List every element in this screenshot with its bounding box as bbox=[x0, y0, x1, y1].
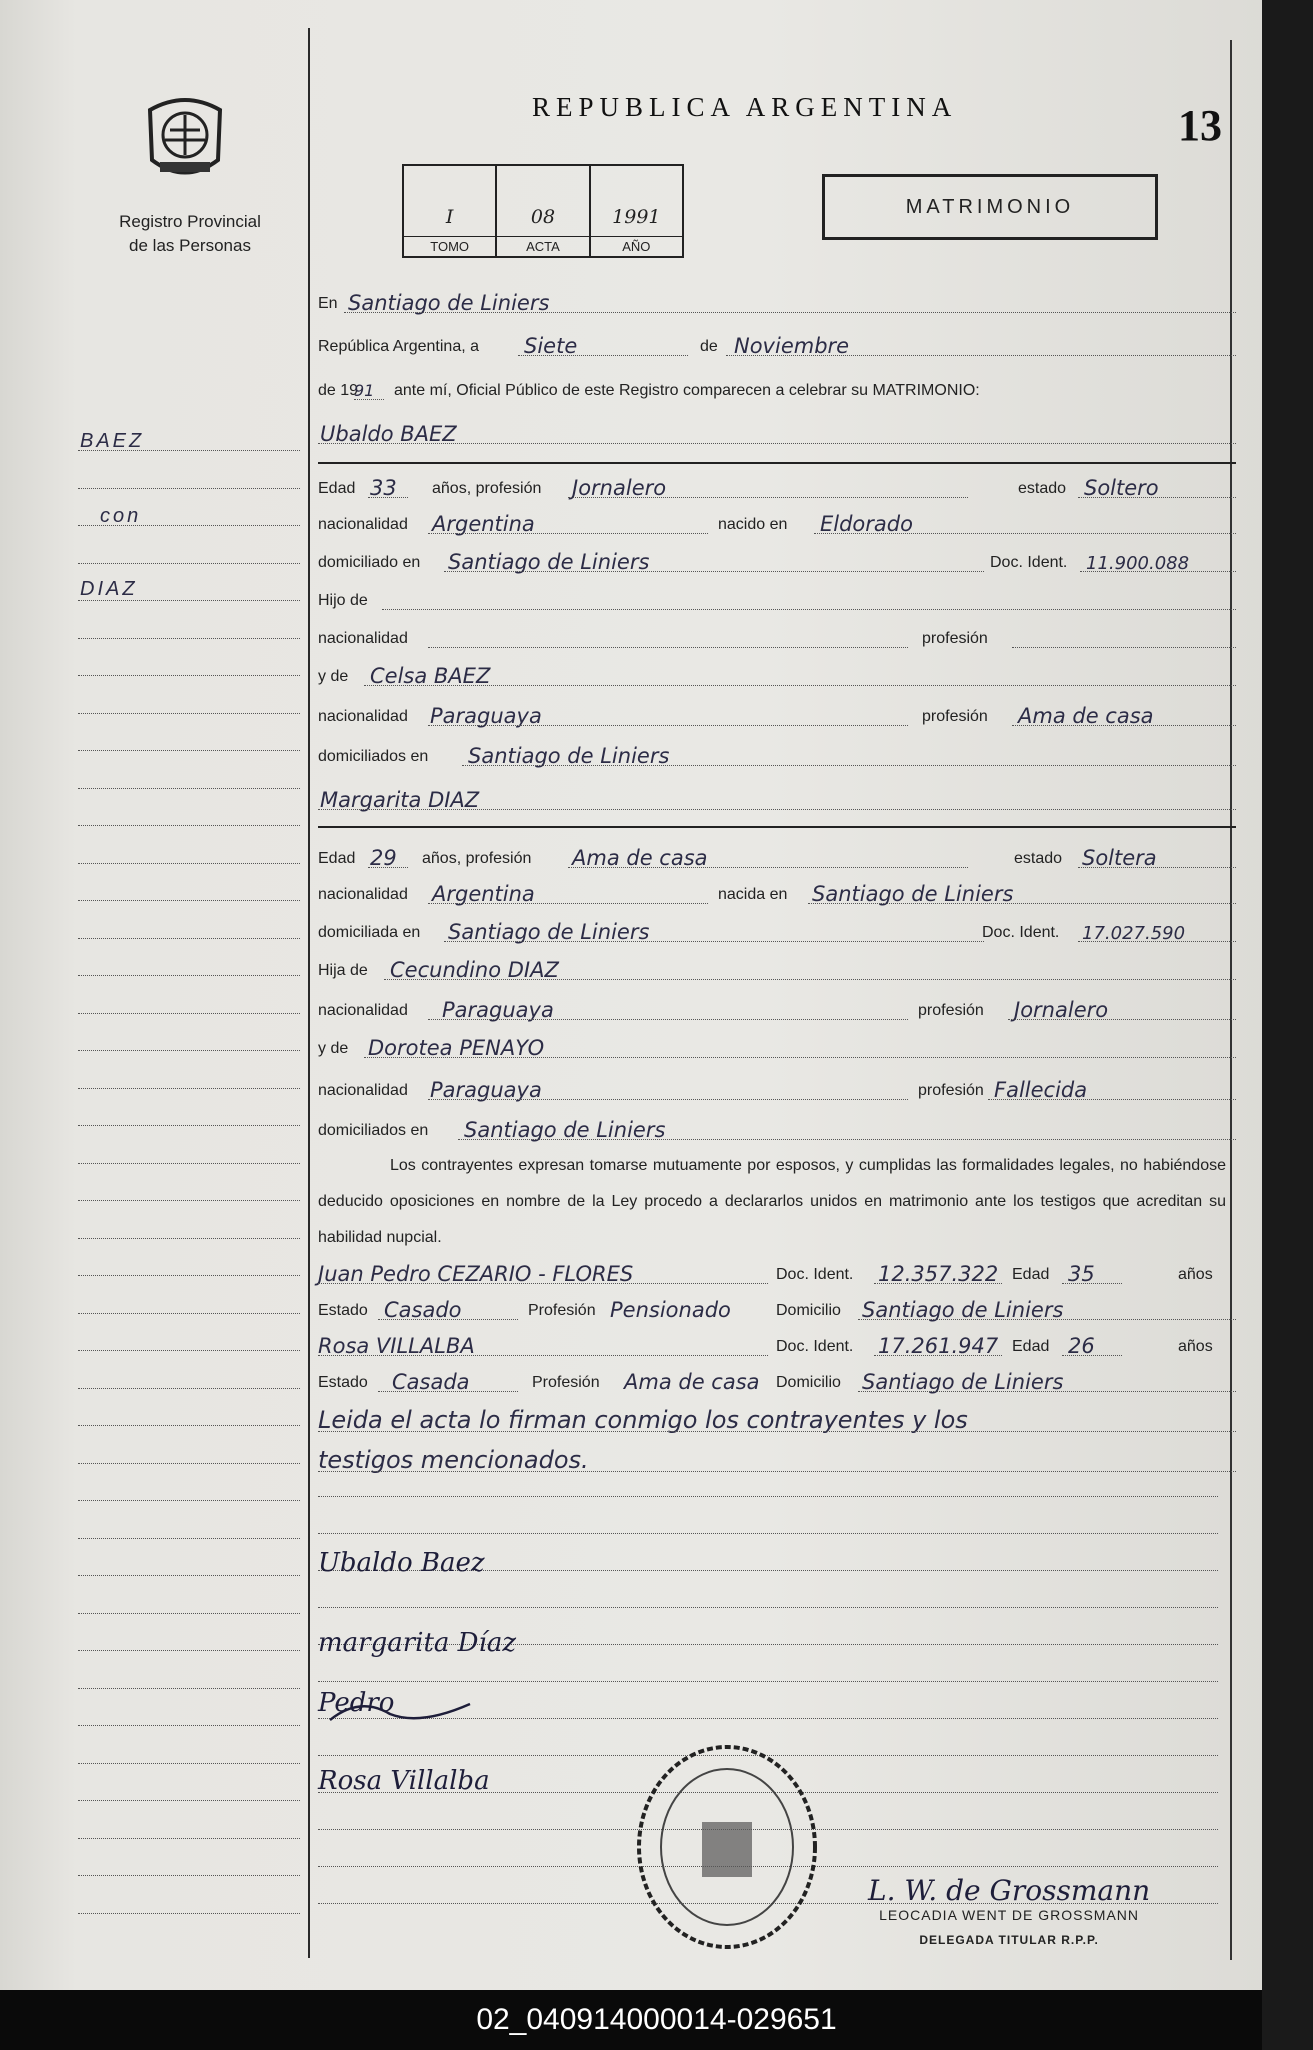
closing-text-1: Leida el acta lo firman conmigo los contrayentes y los bbox=[318, 1406, 968, 1434]
margin-con: con bbox=[100, 505, 142, 527]
label: Domicilio bbox=[776, 1302, 841, 1319]
signature-rule bbox=[318, 1681, 1218, 1682]
witness2-name: Rosa VILLALBA bbox=[318, 1334, 475, 1358]
margin-rule bbox=[78, 1125, 300, 1126]
margin-rule bbox=[78, 638, 300, 639]
witness2-edad: 26 bbox=[1068, 1334, 1095, 1358]
label: domiciliada en bbox=[318, 924, 421, 941]
official-name: LEOCADIA WENT DE GROSSMANN bbox=[879, 1907, 1140, 1923]
margin-rule bbox=[78, 1500, 300, 1501]
signature-bride: margarita Díaz bbox=[318, 1628, 517, 1658]
tomo-cell bbox=[404, 166, 497, 256]
label: nacionalidad bbox=[318, 708, 408, 725]
margin-rule bbox=[78, 1838, 300, 1839]
margin-rule bbox=[78, 1688, 300, 1689]
line-bride-mother bbox=[318, 1030, 1236, 1064]
margin-rule bbox=[78, 1425, 300, 1426]
official-signature: L. W. de Grossmann bbox=[868, 1874, 1151, 1907]
witness2-doc: 17.261.947 bbox=[878, 1334, 999, 1358]
anio-value: 1991 bbox=[612, 206, 661, 228]
place-value: Santiago de Liniers bbox=[348, 291, 550, 315]
signature-rule bbox=[318, 1607, 1218, 1608]
line-bride-name bbox=[318, 782, 1236, 816]
groom-nacionalidad: Argentina bbox=[432, 512, 535, 536]
line-groom-edad bbox=[318, 470, 1236, 504]
line-groom-name bbox=[318, 416, 1236, 450]
witness1-edad: 35 bbox=[1068, 1262, 1095, 1286]
margin-rule bbox=[78, 1050, 300, 1051]
margin-rule bbox=[78, 563, 300, 564]
bride-mother-prof: Fallecida bbox=[994, 1078, 1088, 1102]
line-bride-edad bbox=[318, 840, 1236, 874]
groom-doc: 11.900.088 bbox=[1086, 553, 1190, 574]
bride-name: Margarita DIAZ bbox=[320, 788, 480, 812]
margin-rule bbox=[78, 1163, 300, 1164]
declaration-text: Los contrayentes expresan tomarse mutuamente por esposos, y cumplidas las formalidades legales, no habiéndose deducido oposiciones en nombre de la Ley procedo a declararlos unidos en matrimonio ante los testigos que acreditan su habilidad nupcial. bbox=[318, 1157, 1226, 1246]
official-block bbox=[868, 1874, 1150, 1947]
label: y de bbox=[318, 668, 349, 685]
line-witness2 bbox=[318, 1328, 1236, 1362]
footer-code: 02_040914000014-029651 bbox=[476, 2003, 837, 2036]
bride-estado: Soltera bbox=[1082, 846, 1157, 870]
label: Profesión bbox=[528, 1302, 596, 1319]
signature-witness2: Rosa Villalba bbox=[318, 1766, 490, 1796]
label: Edad bbox=[318, 480, 356, 497]
bride-profesion: Ama de casa bbox=[572, 846, 708, 870]
line-closing-1 bbox=[318, 1404, 1236, 1438]
line-bride-mother-nac bbox=[318, 1072, 1236, 1106]
groom-profesion: Jornalero bbox=[572, 476, 667, 500]
groom-mother-prof: Ama de casa bbox=[1018, 704, 1154, 728]
margin-rule bbox=[78, 1350, 300, 1351]
groom-nacido-en: Eldorado bbox=[820, 512, 913, 536]
bride-nacido-en: Santiago de Liniers bbox=[812, 882, 1014, 906]
groom-name: Ubaldo BAEZ bbox=[320, 422, 457, 446]
label: años bbox=[1178, 1338, 1213, 1355]
groom-mother-nac: Paraguaya bbox=[430, 704, 542, 728]
margin-rule bbox=[78, 1238, 300, 1239]
anio-cell bbox=[591, 166, 682, 256]
label: nacida en bbox=[718, 886, 788, 903]
margin-rule bbox=[78, 900, 300, 901]
label: Hijo de bbox=[318, 592, 368, 609]
groom-parents-dom: Santiago de Liniers bbox=[468, 744, 670, 768]
margin-rule bbox=[78, 713, 300, 714]
margin-rule bbox=[78, 1763, 300, 1764]
bride-edad: 29 bbox=[370, 846, 397, 870]
line-groom-parents-dom bbox=[318, 738, 1236, 772]
line-groom-dom bbox=[318, 544, 1236, 578]
bride-domicilio: Santiago de Liniers bbox=[448, 920, 650, 944]
witness1-doc: 12.357.322 bbox=[878, 1262, 999, 1286]
margin-rule bbox=[78, 1613, 300, 1614]
label: Edad bbox=[318, 850, 356, 867]
margin-rule bbox=[78, 1200, 300, 1201]
witness2-profesion: Ama de casa bbox=[624, 1370, 760, 1394]
line-witness2-estado bbox=[318, 1364, 1236, 1398]
line-groom-mother-nac bbox=[318, 698, 1236, 732]
label: profesión bbox=[918, 1082, 984, 1099]
witness1-name: Juan Pedro CEZARIO - FLORES bbox=[318, 1262, 634, 1286]
bride-doc: 17.027.590 bbox=[1082, 923, 1186, 944]
bride-mother: Dorotea PENAYO bbox=[368, 1036, 545, 1060]
label: y de bbox=[318, 1040, 349, 1057]
line-bride-father-nac bbox=[318, 992, 1236, 1026]
bride-father-prof: Jornalero bbox=[1014, 998, 1109, 1022]
republica-label: República Argentina, a bbox=[318, 338, 479, 355]
bride-parents-dom: Santiago de Liniers bbox=[464, 1118, 666, 1142]
tomo-label: TOMO bbox=[404, 236, 495, 254]
margin-rule bbox=[78, 1275, 300, 1276]
label: Doc. Ident. bbox=[982, 924, 1060, 941]
signature-groom: Ubaldo Baez bbox=[318, 1548, 485, 1578]
day-value: Siete bbox=[524, 334, 578, 358]
label: profesión bbox=[918, 1002, 984, 1019]
line-closing-2 bbox=[318, 1444, 1236, 1478]
label: Doc. Ident. bbox=[990, 554, 1068, 571]
margin-rule bbox=[78, 1538, 300, 1539]
signature-witness1: Pedro bbox=[318, 1688, 395, 1718]
witness1-domicilio: Santiago de Liniers bbox=[862, 1298, 1064, 1322]
de-label: de bbox=[700, 338, 718, 355]
witness1-estado: Casado bbox=[384, 1298, 462, 1322]
margin-rule bbox=[78, 1388, 300, 1389]
registry-line-1: Registro Provincial bbox=[119, 212, 261, 231]
acta-value: 08 bbox=[530, 206, 556, 228]
compare-text: ante mí, Oficial Público de este Registro comparecen a celebrar su MATRIMONIO: bbox=[394, 382, 980, 399]
year-prefix: de 19 bbox=[318, 382, 359, 399]
groom-mother: Celsa BAEZ bbox=[370, 664, 491, 688]
official-title: DELEGADA TITULAR R.P.P. bbox=[919, 1933, 1099, 1947]
margin-rule bbox=[78, 825, 300, 826]
label: Profesión bbox=[532, 1374, 600, 1391]
scan-edge bbox=[1262, 0, 1313, 2050]
month-value: Noviembre bbox=[734, 334, 850, 358]
closing-text-2: testigos mencionados. bbox=[318, 1446, 589, 1474]
line-date bbox=[318, 328, 1236, 362]
label: nacionalidad bbox=[318, 516, 408, 533]
signature-rule bbox=[318, 1533, 1218, 1534]
label: domiciliados en bbox=[318, 1122, 429, 1139]
line-bride-nac bbox=[318, 876, 1236, 910]
groom-separator bbox=[318, 462, 1236, 464]
margin-rule bbox=[78, 1913, 300, 1914]
line-bride-parents-dom bbox=[318, 1112, 1236, 1146]
anio-label: AÑO bbox=[591, 236, 682, 254]
margin-rule bbox=[78, 1875, 300, 1876]
signature-witness1-stroke bbox=[320, 1692, 480, 1732]
margin-rule bbox=[78, 1313, 300, 1314]
label: estado bbox=[1018, 480, 1067, 497]
acta-label: ACTA bbox=[497, 236, 588, 254]
groom-edad: 33 bbox=[370, 476, 397, 500]
margin-rule bbox=[78, 1725, 300, 1726]
country-title: REPUBLICA ARGENTINA bbox=[532, 92, 958, 122]
registry-name bbox=[60, 210, 320, 258]
line-bride-father bbox=[318, 952, 1236, 986]
label: domiciliados en bbox=[318, 748, 429, 765]
label: nacionalidad bbox=[318, 1002, 408, 1019]
groom-domicilio: Santiago de Liniers bbox=[448, 550, 650, 574]
bride-father: Cecundino DIAZ bbox=[390, 958, 559, 982]
tomo-value: I bbox=[445, 206, 454, 228]
label: nacionalidad bbox=[318, 1082, 408, 1099]
label: años, profesión bbox=[422, 850, 532, 867]
label: nacido en bbox=[718, 516, 788, 533]
line-place bbox=[318, 285, 1236, 319]
line-witness1 bbox=[318, 1256, 1236, 1290]
label: estado bbox=[1014, 850, 1063, 867]
witness2-estado: Casada bbox=[392, 1370, 470, 1394]
year-suffix: 91 bbox=[354, 381, 375, 400]
official-stamp-icon bbox=[632, 1742, 822, 1952]
line-witness1-estado bbox=[318, 1292, 1236, 1326]
bride-separator bbox=[318, 826, 1236, 828]
margin-name-2: DIAZ bbox=[80, 578, 138, 600]
document-type-box: MATRIMONIO bbox=[822, 174, 1158, 240]
label: Estado bbox=[318, 1302, 368, 1319]
margin-rule bbox=[78, 788, 300, 789]
label: Estado bbox=[318, 1374, 368, 1391]
acta-cell bbox=[497, 166, 590, 256]
label: profesión bbox=[922, 630, 988, 647]
margin-rule bbox=[78, 1013, 300, 1014]
label: Domicilio bbox=[776, 1374, 841, 1391]
margin-divider bbox=[308, 28, 310, 1958]
en-label: En bbox=[318, 295, 338, 312]
line-groom-nac bbox=[318, 506, 1236, 540]
label: años bbox=[1178, 1266, 1213, 1283]
label: Doc. Ident. bbox=[776, 1338, 854, 1355]
line-year bbox=[318, 372, 1236, 406]
label: Doc. Ident. bbox=[776, 1266, 854, 1283]
label: años, profesión bbox=[432, 480, 542, 497]
margin-rule bbox=[78, 863, 300, 864]
witness2-domicilio: Santiago de Liniers bbox=[862, 1370, 1064, 1394]
label: nacionalidad bbox=[318, 630, 408, 647]
bride-father-nac: Paraguaya bbox=[442, 998, 554, 1022]
bride-mother-nac: Paraguaya bbox=[430, 1078, 542, 1102]
page-number: 13 bbox=[1178, 101, 1222, 150]
bride-nacionalidad: Argentina bbox=[432, 882, 535, 906]
margin-rule bbox=[78, 938, 300, 939]
signature-rule bbox=[318, 1496, 1218, 1497]
label: domiciliado en bbox=[318, 554, 421, 571]
line-groom-mother bbox=[318, 658, 1236, 692]
line-bride-dom bbox=[318, 914, 1236, 948]
label: Edad bbox=[1012, 1338, 1050, 1355]
registry-line-2: de las Personas bbox=[129, 236, 251, 255]
margin-rule bbox=[78, 488, 300, 489]
provincial-seal-icon bbox=[140, 90, 230, 185]
margin-rule bbox=[78, 975, 300, 976]
margin-name-1: BAEZ bbox=[80, 430, 145, 452]
margin-rule bbox=[78, 675, 300, 676]
label: Hija de bbox=[318, 962, 368, 979]
margin-rule bbox=[78, 1463, 300, 1464]
margin-rule bbox=[78, 750, 300, 751]
label: profesión bbox=[922, 708, 988, 725]
groom-estado: Soltero bbox=[1084, 476, 1159, 500]
margin-rule bbox=[78, 1575, 300, 1576]
line-groom-father bbox=[318, 582, 1236, 616]
margin-rule bbox=[78, 1650, 300, 1651]
margin-rule bbox=[78, 1088, 300, 1089]
witness1-profesion: Pensionado bbox=[610, 1298, 731, 1322]
label: nacionalidad bbox=[318, 886, 408, 903]
label: Edad bbox=[1012, 1266, 1050, 1283]
line-groom-father-nac bbox=[318, 620, 1236, 654]
margin-rule bbox=[78, 1800, 300, 1801]
record-box bbox=[402, 164, 684, 258]
